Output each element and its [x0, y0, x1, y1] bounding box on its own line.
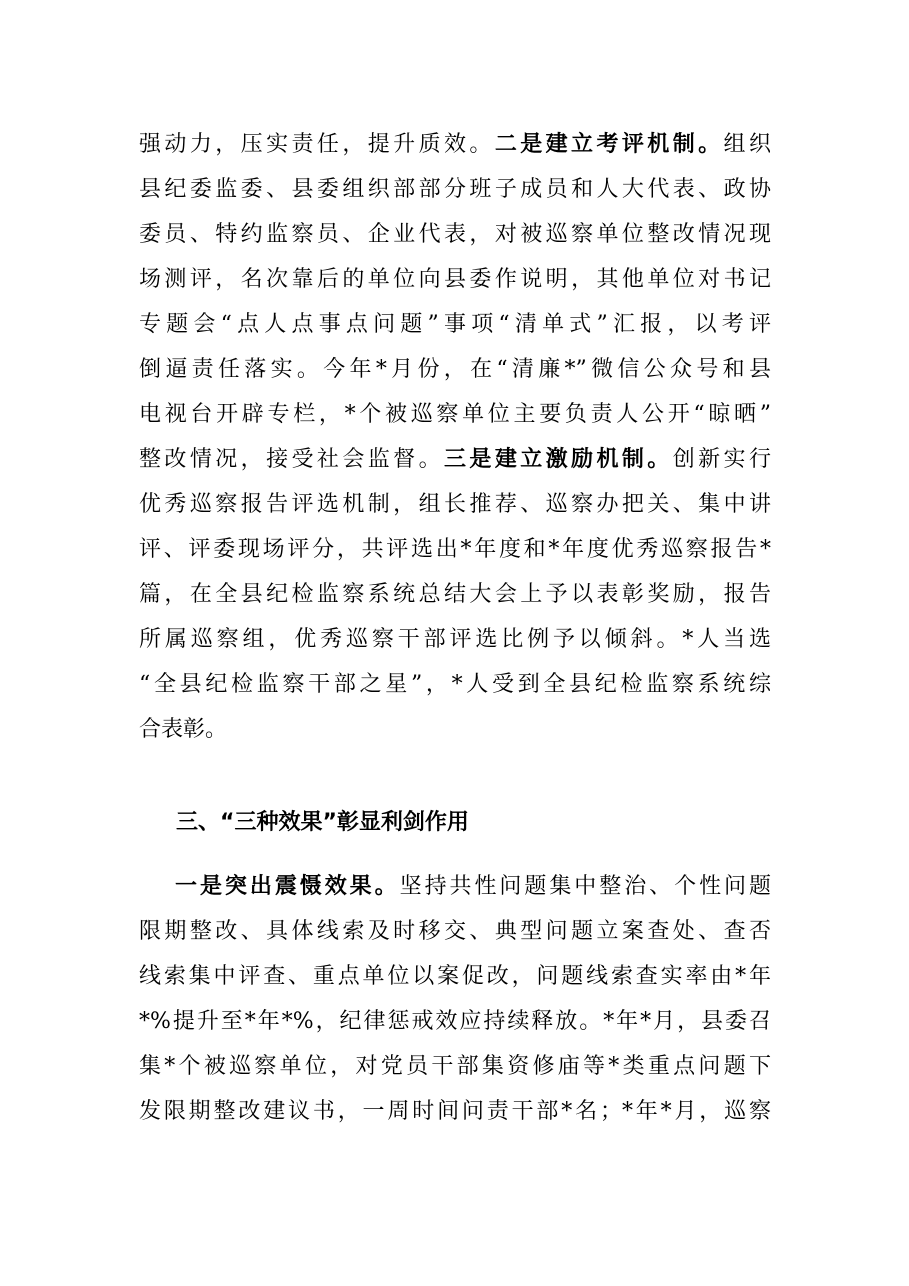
text-line: 线索集中评查、重点单位以案促改，问题线索查实率由*年	[139, 964, 771, 989]
text-line: 所属巡察组，优秀巡察干部评选比例予以倾斜。*人当选	[139, 627, 771, 652]
text-line	[139, 864, 771, 909]
text-run: 整改情况，接受社会监督。	[139, 447, 444, 472]
section-heading: 三、“三种效果”彰显利剑作用	[176, 810, 469, 835]
text-line: 专题会“点人点事点问题”事项“清单式”汇报，以考评	[139, 312, 771, 337]
text-line	[139, 437, 771, 482]
text-run: 组织	[723, 132, 771, 157]
text-line: 限期整改、具体线索及时移交、典型问题立案查处、查否	[139, 919, 771, 944]
text-line: 委员、特约监察员、企业代表，对被巡察单位整改情况现	[139, 222, 771, 247]
text-line: 优秀巡察报告评选机制，组长推荐、巡察办把关、集中讲	[139, 492, 771, 517]
text-line: 评、评委现场评分，共评选出*年度和*年度优秀巡察报告*	[139, 537, 771, 562]
text-line: 县纪委监委、县委组织部部分班子成员和人大代表、政协	[139, 177, 771, 202]
text-line: 场测评，名次靠后的单位向县委作说明，其他单位对书记	[139, 267, 771, 292]
paragraph-evaluation-mechanism	[139, 122, 771, 752]
text-run: 坚持共性问题集中整治、个性问题	[399, 874, 771, 899]
bold-heading-run: 三是建立激励机制。	[443, 447, 673, 472]
paragraph-deterrence-effect	[139, 864, 771, 1134]
text-line: 发限期整改建议书，一周时间问责干部*名；*年*月，巡察	[139, 1099, 771, 1124]
text-line	[139, 122, 771, 167]
bold-heading-run: 一是突出震慑效果。	[175, 874, 400, 899]
text-line: 集*个被巡察单位，对党员干部集资修庙等*类重点问题下	[139, 1054, 771, 1079]
text-run: 创新实行	[672, 447, 771, 472]
text-line: “全县纪检监察干部之星”，*人受到全县纪检监察系统综	[139, 672, 771, 697]
text-line: *%提升至*年*%，纪律惩戒效应持续释放。*年*月，县委召	[139, 1009, 771, 1034]
text-line: 电视台开辟专栏，*个被巡察单位主要负责人公开“晾晒”	[139, 402, 771, 427]
text-line: 合表彰。	[139, 717, 228, 742]
bold-heading-run: 二是建立考评机制。	[494, 132, 724, 157]
text-line: 篇，在全县纪检监察系统总结大会上予以表彰奖励，报告	[139, 582, 771, 607]
text-run: 强动力，压实责任，提升质效。	[139, 132, 495, 157]
text-line: 倒逼责任落实。今年*月份，在“清廉*”微信公众号和县	[139, 357, 771, 382]
